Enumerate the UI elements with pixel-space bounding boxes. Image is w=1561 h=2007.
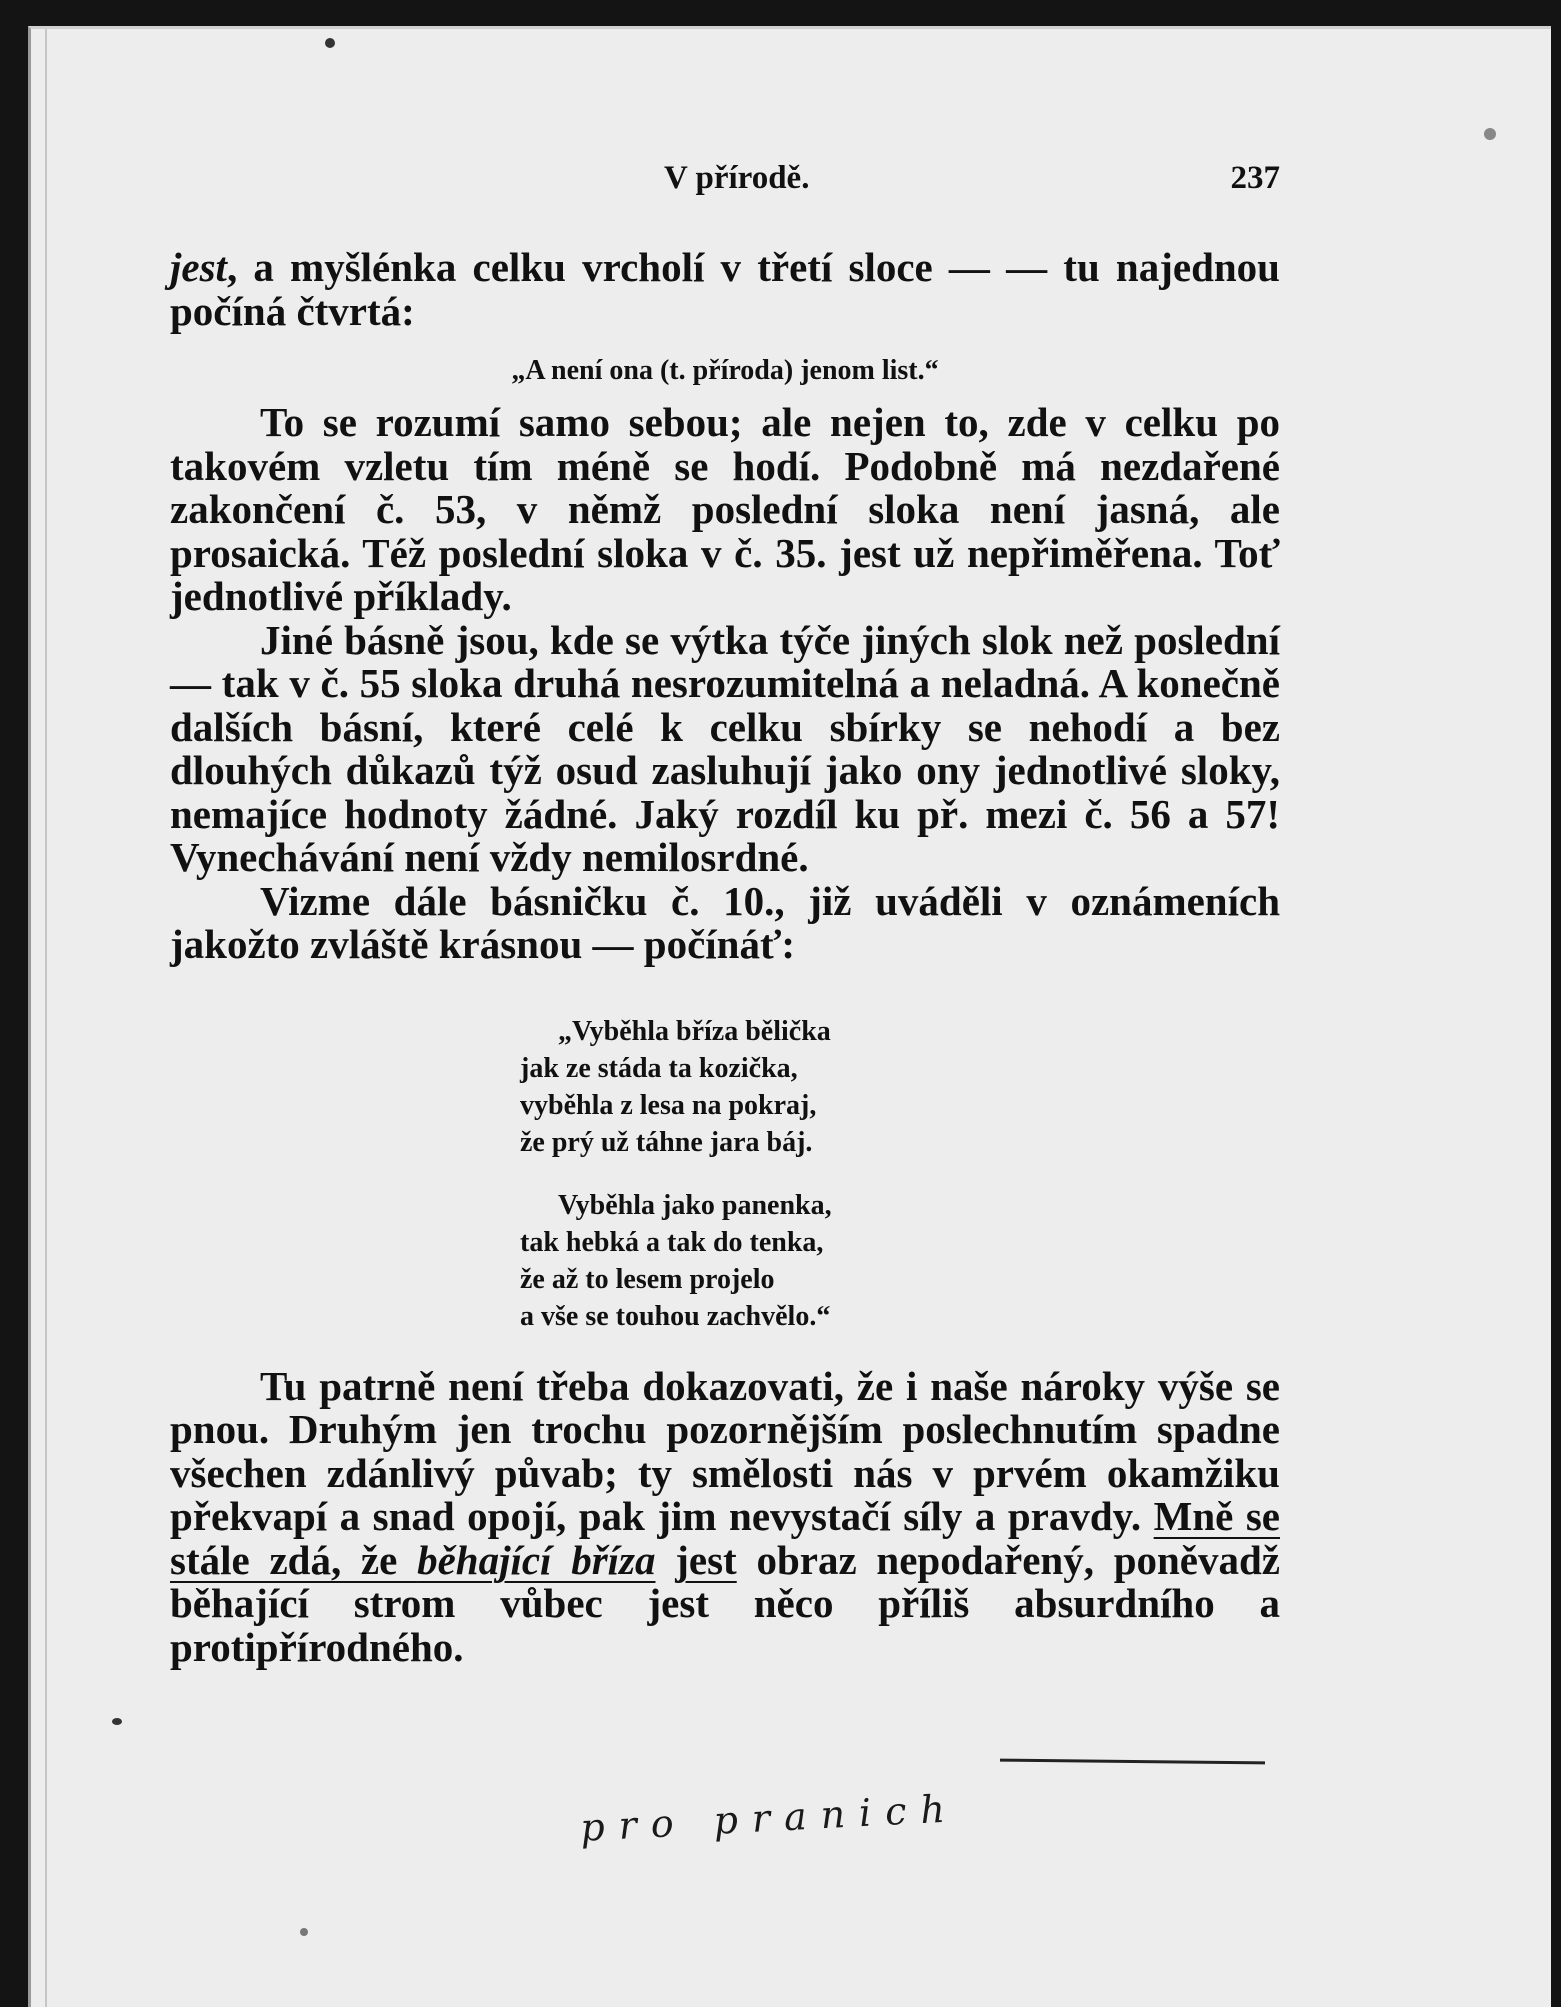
page-number: 237 <box>1230 160 1280 196</box>
ink-spot <box>112 1718 122 1725</box>
paragraph-5-space <box>656 1537 676 1583</box>
poem-line: že prý už táhne jara báj. <box>520 1126 813 1158</box>
struck-word: jest <box>675 1536 737 1583</box>
ink-spot <box>325 38 335 48</box>
poem-line: že až to lesem projelo <box>520 1263 775 1295</box>
poem-stanza-1 <box>520 1013 1280 1161</box>
paragraph-2: To se rozumí samo sebou; ale nejen to, zde v celku po takovém vzletu tím méně se hodí. Podobně má nezdařené zakončení č. 53, v němž poslední sloka není jasná, ale prosaická. Též poslední sloka v č. 35. jest už nepřiměřena. Toť jednotlivé příklady. <box>170 399 1280 619</box>
paragraph-4: Vizme dále básničku č. 10., již uváděli v oznámeních jakožto zvláště krásnou — počínáť: <box>170 877 1280 967</box>
poem-line: tak hebká a tak do tenka, <box>520 1226 824 1258</box>
page-gutter <box>45 29 47 2007</box>
poem-line: „Vyběhla bříza bělička <box>558 1015 831 1047</box>
poem-quotation <box>520 1013 1280 1335</box>
poem-line: vyběhla z lesa na pokraj, <box>520 1089 817 1121</box>
page-content <box>170 246 1280 1669</box>
ink-spot <box>1484 128 1496 140</box>
italic-word: jest <box>170 244 227 290</box>
paragraph-1 <box>170 246 1280 333</box>
ink-spot <box>300 1928 308 1936</box>
running-title: V přírodě. <box>664 160 810 196</box>
paragraph-1-text: , a myšlénka celku vrcholí v třetí sloce — — tu najednou počíná čtvrtá: <box>170 244 1280 334</box>
poem-stanza-2 <box>520 1187 1280 1335</box>
italic-phrase: běhající bříza <box>417 1536 656 1583</box>
poem-line: Vyběhla jako panenka, <box>558 1189 832 1221</box>
underlined-phrase: Mně se stále zdá, že <box>170 1493 1280 1583</box>
handwritten-note: pro pranich <box>579 1786 960 1850</box>
paragraph-3: Jiné básně jsou, kde se výtka týče jiných slok než poslední — tak v č. 55 sloka druhá nesrozumitelná a neladná. A konečně dalších básní, které celé k celku sbírky se nehodí a bez dlouhých důkazů týž osud zasluhují jako ony jednotlivé sloky, nemajíce hodnoty žádné. Jaký rozdíl ku př. mezi č. 56 a 57! Vynechávání není vždy nemilosrdné. <box>170 616 1280 880</box>
paragraph-5-text-f: obraz nepodařený, poněvadž běhající strom vůbec jest něco příliš absurdního a protipřírodného. <box>170 1536 1280 1670</box>
paragraph-5 <box>170 1362 1280 1670</box>
poem-line: jak ze stáda ta kozička, <box>520 1052 798 1084</box>
poem-line: a vše se touhou zachvělo.“ <box>520 1300 831 1332</box>
inline-quote: „A není ona (t. příroda) jenom list.“ <box>511 355 939 386</box>
paragraph-5-text-a: Tu patrně není třeba dokazovati, že i naše nároky výše se pnou. Druhým jen trochu pozornějším poslechnutím spadne všechen zdánlivý půvab; ty smělosti nás v prvém okamžiku překvapí a snad opojí, pak jim nevystačí síly a pravdy. <box>170 1362 1280 1539</box>
